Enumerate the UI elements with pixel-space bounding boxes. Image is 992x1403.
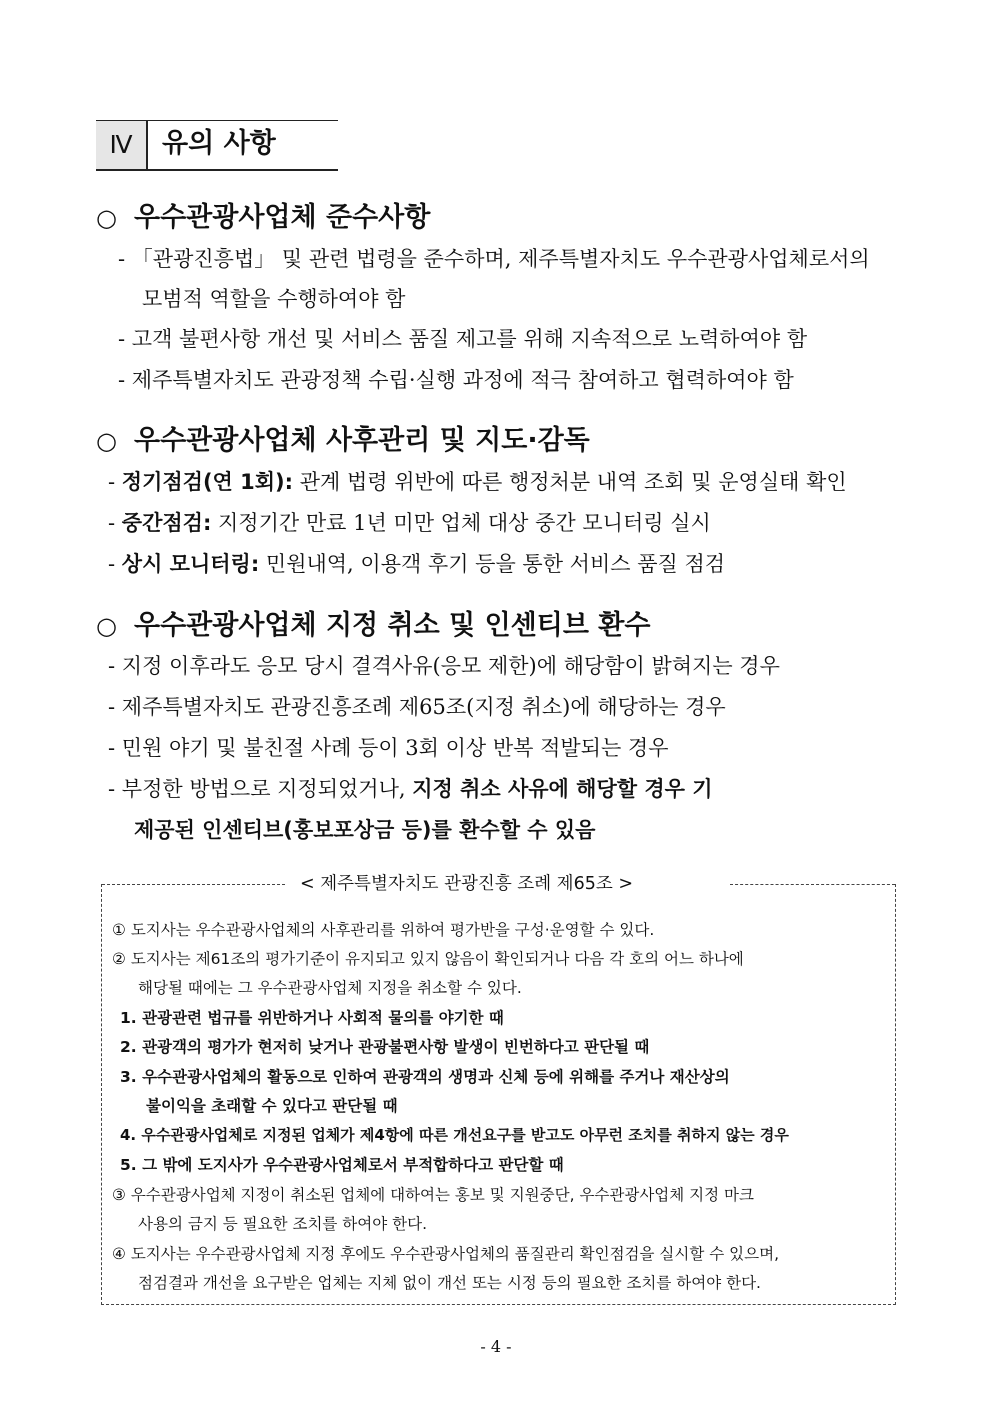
circle-bullet-icon: ○ bbox=[96, 612, 117, 640]
ordinance-line: ④ 도지사는 우수관광사업체 지정 후에도 우수관광사업체의 품질관리 확인점검을 실시할 수 있으며, bbox=[112, 1245, 780, 1263]
section-number: Ⅳ bbox=[96, 120, 148, 169]
page-number: - 4 - bbox=[480, 1337, 512, 1356]
ordinance-line: 불이익을 초래할 수 있다고 판단될 때 bbox=[146, 1097, 398, 1115]
compliance-heading-text: 우수관광사업체 준수사항 bbox=[134, 202, 431, 233]
ordinance-line: ② 도지사는 제61조의 평가기준이 유지되고 있지 않음이 확인되거나 다음 각 호의 어느 하나에 bbox=[112, 950, 744, 968]
circle-bullet-icon: ○ bbox=[96, 204, 117, 232]
cancellation-item-1: - 지정 이후라도 응모 당시 결격사유(응모 제한)에 해당함이 밝혀지는 경우 bbox=[108, 654, 780, 678]
compliance-item-2: - 고객 불편사항 개선 및 서비스 품질 제고를 위해 지속적으로 노력하여야 함 bbox=[118, 327, 808, 351]
aftercare-item-2: - 중간점검: 지정기간 만료 1년 미만 업체 대상 중간 모니터링 실시 bbox=[108, 511, 711, 535]
ordinance-title: < 제주특별자치도 관광진흥 조례 제65조 > bbox=[300, 874, 633, 894]
cancellation-item-4-cont: 제공된 인센티브(홍보포상금 등)를 환수할 수 있음 bbox=[134, 818, 596, 842]
compliance-item-1-cont: 모범적 역할을 수행하여야 함 bbox=[142, 287, 406, 311]
ordinance-line: ① 도지사는 우수관광사업체의 사후관리를 위하여 평가반을 구성·운영할 수 있다. bbox=[112, 921, 655, 939]
cancellation-heading bbox=[96, 603, 650, 642]
cancellation-item-2: - 제주특별자치도 관광진흥조례 제65조(지정 취소)에 해당하는 경우 bbox=[108, 695, 726, 719]
ordinance-line: 해당될 때에는 그 우수관광사업체 지정을 취소할 수 있다. bbox=[138, 979, 522, 997]
compliance-heading bbox=[96, 195, 430, 234]
cancellation-item-3: - 민원 야기 및 불친절 사례 등이 3회 이상 반복 적발되는 경우 bbox=[108, 736, 669, 760]
ordinance-line: 5. 그 밖에 도지사가 우수관광사업체로서 부적합하다고 판단할 때 bbox=[120, 1156, 564, 1174]
compliance-item-1: - 「관광진흥법」 및 관련 법령을 준수하며, 제주특별자치도 우수관광사업체로서의 bbox=[118, 247, 870, 271]
aftercare-heading-text: 우수관광사업체 사후관리 및 지도·감독 bbox=[134, 425, 590, 456]
box-top-right-border bbox=[730, 884, 895, 885]
cancellation-heading-text: 우수관광사업체 지정 취소 및 인센티브 환수 bbox=[134, 610, 651, 641]
ordinance-line: 사용의 금지 등 필요한 조치를 하여야 한다. bbox=[138, 1215, 428, 1233]
header-rule-bottom bbox=[96, 169, 338, 171]
box-top-left-border bbox=[102, 884, 285, 885]
aftercare-item-1: - 정기점검(연 1회): 관계 법령 위반에 따른 행정처분 내역 조회 및 운영실태 확인 bbox=[108, 470, 847, 494]
ordinance-line: 점검결과 개선을 요구받은 업체는 지체 없이 개선 또는 시정 등의 필요한 조치를 하여야 한다. bbox=[138, 1274, 761, 1292]
section-header bbox=[96, 120, 338, 172]
cancellation-item-4: - 부정한 방법으로 지정되었거나, 지정 취소 사유에 해당할 경우 기 bbox=[108, 777, 713, 801]
circle-bullet-icon: ○ bbox=[96, 427, 117, 455]
ordinance-line: 3. 우수관광사업체의 활동으로 인하여 관광객의 생명과 신체 등에 위해를 주거나 재산상의 bbox=[120, 1068, 730, 1086]
ordinance-line: 4. 우수관광사업체로 지정된 업체가 제4항에 따른 개선요구를 받고도 아무런 조치를 취하지 않는 경우 bbox=[120, 1126, 789, 1144]
ordinance-line: 1. 관광관련 법규를 위반하거나 사회적 물의를 야기한 때 bbox=[120, 1009, 504, 1027]
aftercare-heading bbox=[96, 418, 590, 457]
compliance-item-3: - 제주특별자치도 관광정책 수립·실행 과정에 적극 참여하고 협력하여야 함 bbox=[118, 368, 794, 392]
ordinance-line: ③ 우수관광사업체 지정이 취소된 업체에 대하여는 홍보 및 지원중단, 우수관광사업체 지정 마크 bbox=[112, 1186, 754, 1204]
section-title: 유의 사항 bbox=[162, 128, 276, 159]
aftercare-item-3: - 상시 모니터링: 민원내역, 이용객 후기 등을 통한 서비스 품질 점검 bbox=[108, 552, 726, 576]
ordinance-line: 2. 관광객의 평가가 현저히 낮거나 관광불편사항 발생이 빈번하다고 판단될 때 bbox=[120, 1038, 650, 1056]
